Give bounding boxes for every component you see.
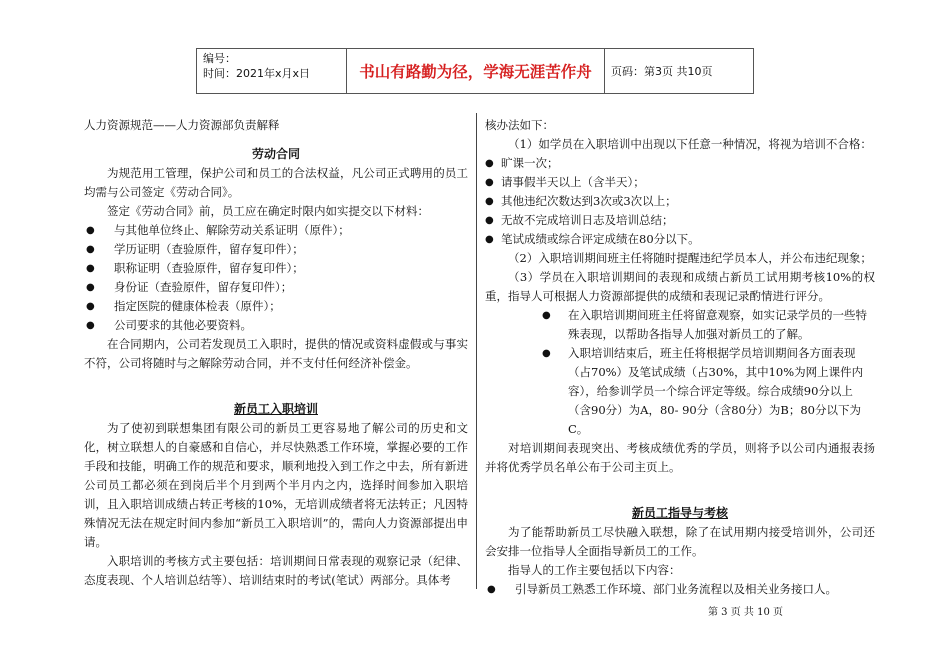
bullet-icon: ● — [542, 310, 551, 321]
bullet-icon: ● — [485, 215, 494, 226]
paragraph: 为了能帮助新员工尽快融入联想，除了在试用期内接受培训外，公司还会安排一位指导人全面指导新员工的工作。 — [485, 525, 875, 558]
paragraph: 为规范用工管理，保护公司和员工的合法权益，凡公司正式聘用的员工均需与公司签定《劳动合同》。 — [84, 166, 468, 199]
paragraph: 签定《劳动合同》前，员工应在确定时限内如实提交以下材料： — [107, 204, 429, 218]
bullet-icon: ● — [86, 225, 95, 236]
bullet-icon: ● — [542, 348, 551, 359]
header-motto: 书山有路勤为径，学海无涯苦作舟 — [347, 49, 605, 93]
right-column — [485, 116, 875, 599]
header-meta — [197, 49, 347, 93]
bullet-icon: ● — [487, 584, 496, 595]
left-column — [84, 116, 468, 590]
bullet-icon: ● — [485, 196, 494, 207]
doc-title: 人力资源规范——人力资源部负责解释 — [84, 118, 280, 132]
list-item: ● 笔试成绩或综合评定成绩在80分以下。 — [485, 230, 875, 249]
bullet-icon: ● — [86, 282, 95, 293]
paragraph: （2）入职培训期间班主任将随时提醒违纪学员本人，并公布违纪现象； — [508, 251, 872, 265]
list-item: ● 指定医院的健康体检表（原件）； — [84, 297, 468, 316]
header-page-label: 页码：第3页 共10页 — [611, 65, 713, 78]
list-item: ● 职称证明（查验原件，留存复印件）； — [84, 259, 468, 278]
number-label: 编号： — [203, 52, 236, 65]
bullet-icon: ● — [485, 234, 494, 245]
paragraph: 在合同期内，公司若发现员工入职时，提供的情况或资料虚假或与事实不符，公司将随时与之解除劳动合同，并不支付任何经济补偿金。 — [84, 337, 468, 370]
page-header — [196, 48, 754, 94]
section-heading-labor-contract: 劳动合同 — [251, 147, 300, 161]
list-item: ● 与其他单位终止、解除劳动关系证明（原件）； — [84, 221, 468, 240]
time-label: 时间：2021年x月x日 — [203, 67, 311, 80]
list-item: ● 公司要求的其他必要资料。 — [84, 316, 468, 335]
list-item: ● 其他违纪次数达到3次或3次以上； — [485, 192, 875, 211]
list-item: ● 旷课一次； — [485, 154, 875, 173]
paragraph: 对培训期间表现突出、考核成绩优秀的学员，则将予以公司内通报表扬并将优秀学员名单公布于公司主页上。 — [485, 441, 875, 474]
bullet-icon: ● — [485, 158, 494, 169]
paragraph: 为了使初到联想集团有限公司的新员工更容易地了解公司的历史和文化，树立联想人的自豪感和自信心，并尽快熟悉工作环境，掌握必要的工作手段和技能，明确工作的规范和要求，顺利地投入到工作之中去，所有新进公司员工都必须在到岗后半个月到两个半月内之内，选择时间参加入职培训，且入职培训成绩占转正考核的10%，无培训成绩者将无法转正；凡因特殊情况无法在规定时间内参加“新员工入职培训”的，需向人力资源部提出申请。 — [84, 421, 468, 549]
paragraph: （3）学员在入职培训期间的表现和成绩占新员工试用期考核10%的权重，指导人可根据人力资源部提供的成绩和表现记录酌情进行评分。 — [485, 270, 875, 303]
bullet-icon: ● — [86, 244, 95, 255]
list-item: ● 身份证（查验原件，留存复印件）； — [84, 278, 468, 297]
column-divider — [476, 113, 477, 589]
list-item: ● 入职培训结束后，班主任将根据学员培训期间各方面表现（占70%）及笔试成绩（占30%，其中10%为网上课件内容），给参训学员一个综合评定等级。综合成绩90分以上（含90分）为A，80- 90分（含80分）为B；80分以下为C。 — [542, 346, 864, 436]
section-heading-guidance-assessment: 新员工指导与考核 — [631, 506, 728, 520]
section-heading-onboarding-training: 新员工入职培训 — [233, 402, 318, 416]
list-item: ● 无故不完成培训日志及培训总结； — [485, 211, 875, 230]
paragraph: 入职培训的考核方式主要包括：培训期间日常表现的观察记录（纪律、态度表现、个人培训总结等）、培训结束时的考试(笔试）两部分。具体考 — [84, 554, 468, 587]
bullet-icon: ● — [485, 177, 494, 188]
paragraph: 指导人的工作主要包括以下内容： — [508, 563, 681, 577]
list-item: ● 引导新员工熟悉工作环境、部门业务流程以及相关业务接口人。 — [485, 580, 875, 599]
bullet-icon: ● — [86, 263, 95, 274]
list-item: ● 请事假半天以上（含半天）； — [485, 173, 875, 192]
bullet-icon: ● — [86, 301, 95, 312]
paragraph: （1）如学员在入职培训中出现以下任意一种情况，将视为培训不合格： — [508, 137, 872, 151]
bullet-icon: ● — [86, 320, 95, 331]
paragraph-continuation: 核办法如下： — [485, 118, 554, 132]
page-footer: 第 3 页 共 10 页 — [708, 607, 783, 618]
list-item: ● 在入职培训期间班主任将留意观察，如实记录学员的一些特殊表现，以帮助各指导人加强对新员工的了解。 — [542, 308, 867, 341]
list-item: ● 学历证明（查验原件，留存复印件）； — [84, 240, 468, 259]
